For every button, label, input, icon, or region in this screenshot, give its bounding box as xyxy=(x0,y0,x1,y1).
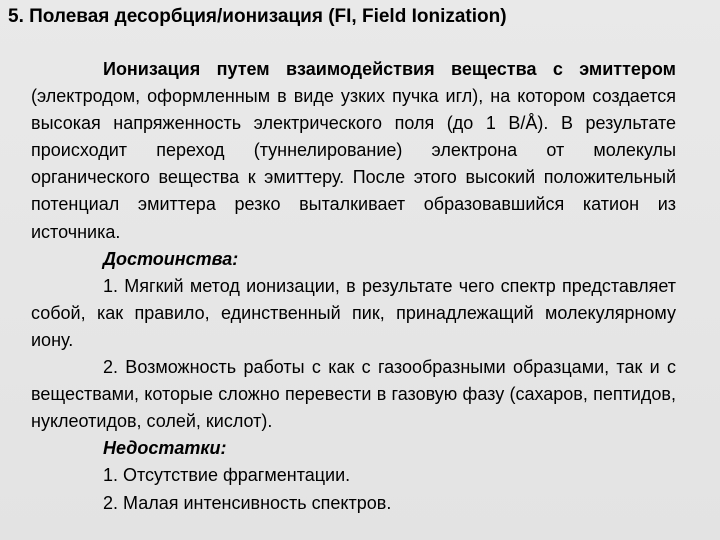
advantage-item-2: 2. Возможность работы с как с газообразными образцами, так и с веществами, которые сложно перевести в газовую фазу (сахаров, пептидов, нуклеотидов, солей, кислот). xyxy=(31,357,676,432)
slide-title: 5. Полевая десорбция/ионизация (FI, Field Ionization) xyxy=(8,6,507,27)
disadvantages-heading: Недостатки: xyxy=(103,438,227,459)
advantages-heading: Достоинства: xyxy=(103,248,239,269)
advantage-item-1: 1. Мягкий метод ионизации, в результате чего спектр представляет собой, как правило, единственный пик, принадлежащий молекулярному иону. xyxy=(31,275,676,350)
disadvantage-item-1: 1. Отсутствие фрагментации. xyxy=(103,465,351,486)
intro-text: (электродом, оформленным в виде узких пучка игл), на котором создается высокая напряженность электрического поля (до 1 В/Å). В результате происходит переход (туннелирование) электрона от молекулы органического вещества к эмиттеру. После этого высокий положительный потенциал эмиттера резко выталкивает образовавшийся катион из источника. xyxy=(31,86,676,242)
intro-bold-lead: Ионизация путем взаимодействия вещества с эмиттером xyxy=(103,59,676,79)
disadvantage-item-2: 2. Малая интенсивность спектров. xyxy=(103,492,392,513)
intro-paragraph xyxy=(31,56,676,246)
slide-content xyxy=(31,56,676,517)
